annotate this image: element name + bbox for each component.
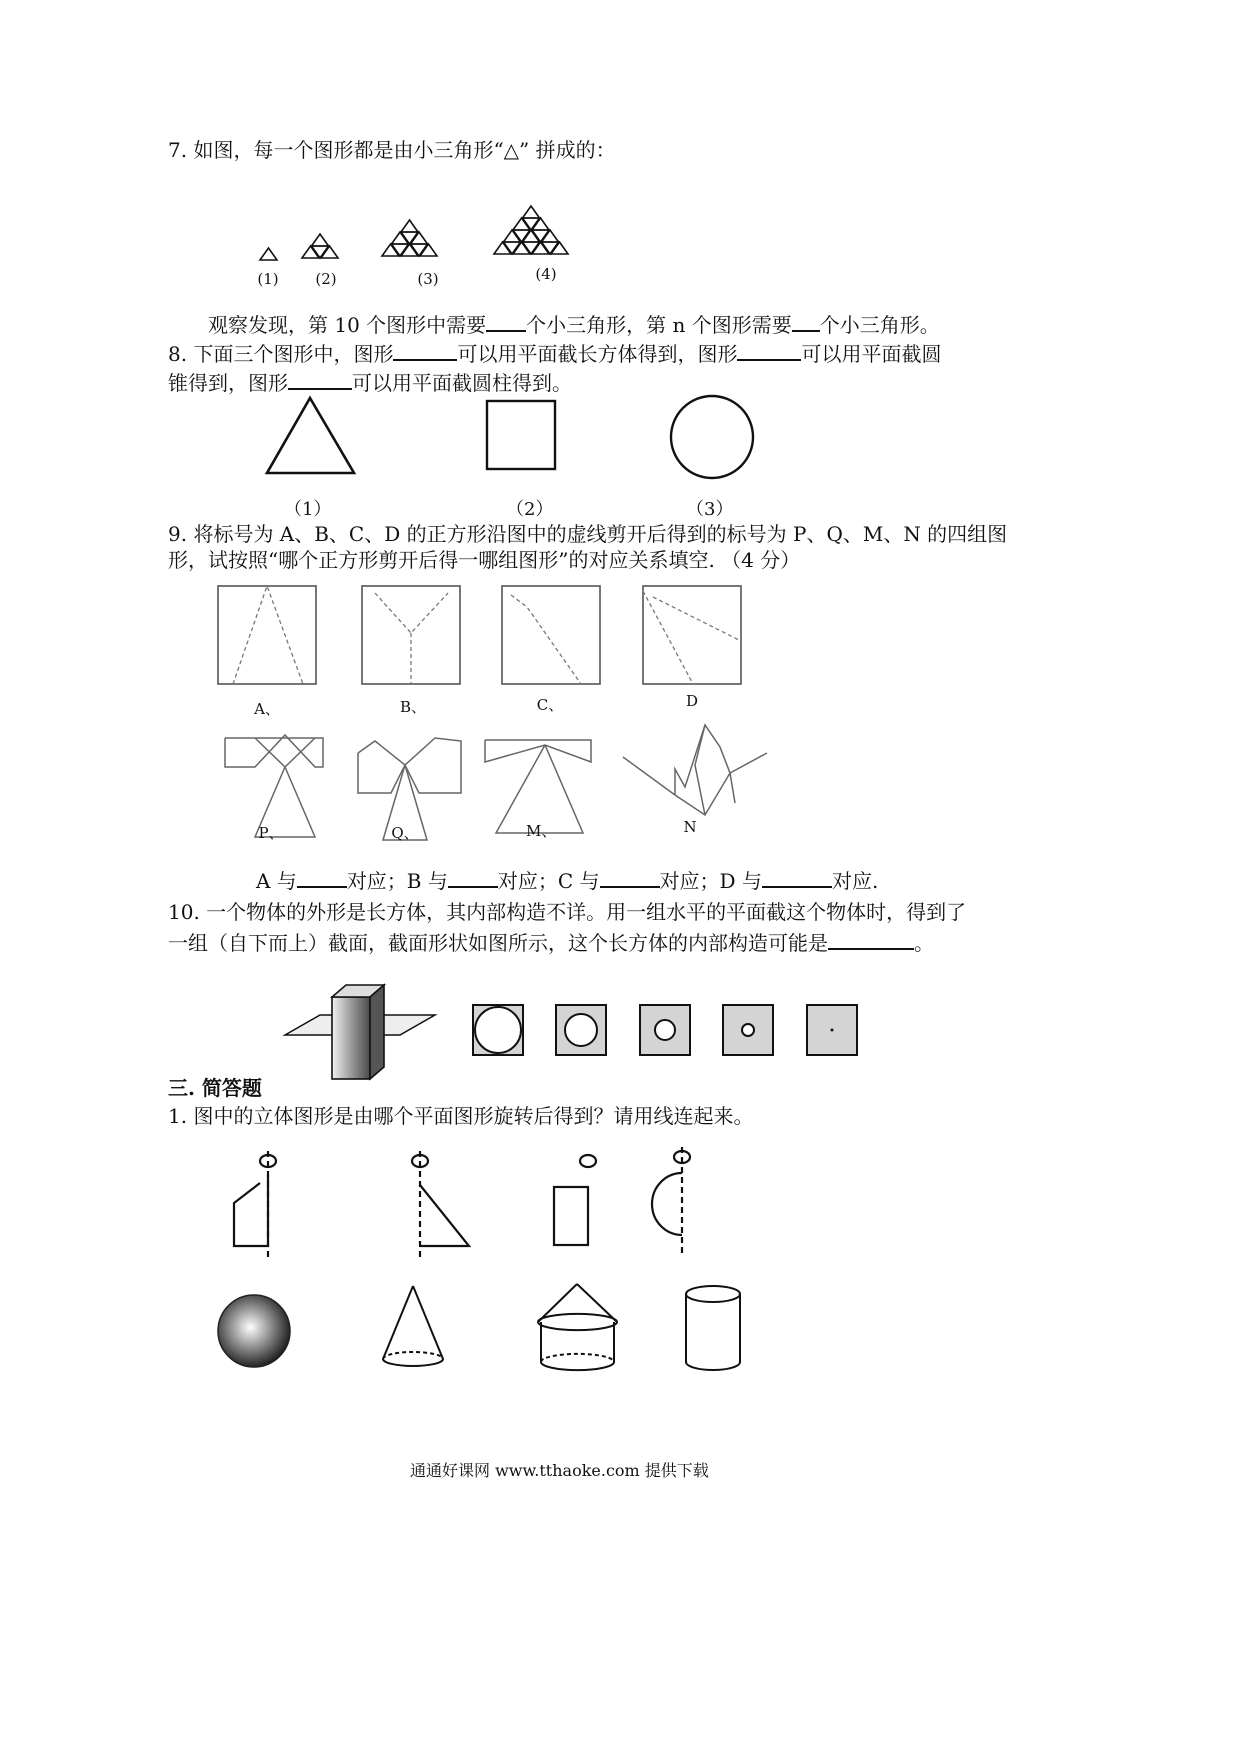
footer-text: 通通好课网 www.tthaoke.com 提供下载 — [410, 1461, 709, 1480]
q10-section-5 — [807, 1005, 857, 1055]
q7-triangle-figures — [250, 175, 630, 295]
rotation-figure-2 — [412, 1151, 469, 1257]
section3-plane-figures — [220, 1145, 720, 1260]
q9-blank-c[interactable] — [600, 868, 660, 888]
q7-figure-1 — [260, 248, 277, 260]
q7-label-3: (3) — [417, 270, 439, 288]
q9-label-p: P、 — [258, 824, 284, 842]
q8-label-1: （1） — [284, 499, 332, 520]
q8-circle — [671, 396, 753, 478]
q7-label-2: (2) — [315, 270, 337, 288]
q7-observe-line: 观察发现，第 10 个图形中需要 个小三角形，第 n 个图形需要 个小三角形。 — [208, 313, 940, 337]
q9-line1: 9. 将标号为 A、B、C、D 的正方形沿图中的虚线剪开后得到的标号为 P、Q、M、N 的四组图 — [168, 522, 1008, 546]
q9-blank-b[interactable] — [448, 868, 498, 888]
q7-label-4: (4) — [535, 265, 557, 283]
rotation-figure-1 — [234, 1151, 276, 1257]
q8-blank-1[interactable] — [393, 341, 457, 361]
q8-label-2: （2） — [506, 499, 554, 520]
q9-cut-b — [375, 593, 448, 633]
q9-label-a: A、 — [254, 700, 280, 718]
q7-text: 7. 如图，每一个图形都是由小三角形“△” 拼成的： — [168, 138, 616, 162]
q10-section-3 — [640, 1005, 690, 1055]
q7-small-triangle — [260, 248, 277, 260]
solid-cone-cylinder — [538, 1284, 617, 1370]
q9-squares — [215, 583, 755, 693]
q8-blank-3[interactable] — [288, 370, 352, 390]
q10-section-1 — [473, 1005, 523, 1055]
rotation-figure-4 — [652, 1147, 690, 1253]
section3-solids — [205, 1280, 765, 1380]
q10-blank[interactable] — [828, 930, 914, 950]
solid-sphere — [218, 1295, 290, 1367]
q10-section-2 — [556, 1005, 606, 1055]
q8-line1: 8. 下面三个图形中，图形 可以用平面截长方体得到，图形 可以用平面截圆 — [168, 342, 942, 366]
q7-small-triangle — [523, 206, 540, 218]
q10-figure — [280, 975, 870, 1085]
q9-label-m: M、 — [526, 822, 557, 840]
q9-cut-a — [233, 586, 303, 684]
q9-square-a — [218, 586, 316, 684]
q8-square — [487, 401, 555, 469]
q9-square-d — [643, 586, 741, 684]
q8-label-3: （3） — [686, 499, 734, 520]
section3-heading: 三. 简答题 — [168, 1076, 262, 1100]
q10-cuboid — [332, 985, 384, 1079]
q8-blank-2[interactable] — [737, 341, 801, 361]
q9-label-n: N — [683, 818, 697, 836]
q9-label-d: D — [685, 692, 699, 710]
q8-shapes — [260, 395, 780, 485]
q7-figure-3 — [382, 220, 437, 256]
q9-cut-c — [511, 595, 581, 684]
q9-piece-n — [623, 725, 767, 815]
q9-line2: 形，试按照“哪个正方形剪开后得一哪组图形”的对应关系填空. （4 分） — [168, 548, 801, 572]
q9-label-c: C、 — [536, 696, 564, 714]
q9-answer-line: A 与 对应；B 与 对应；C 与 对应；D 与 对应. — [256, 869, 879, 893]
q10-line1: 10. 一个物体的外形是长方体，其内部构造不详。用一组水平的平面截这个物体时，得到了 — [168, 900, 967, 924]
q9-label-q: Q、 — [391, 824, 419, 842]
rotation-figure-3 — [554, 1155, 596, 1245]
q7-figure-4 — [494, 206, 568, 254]
q9-blank-d[interactable] — [762, 868, 832, 888]
q10-line2: 一组（自下而上）截面，截面形状如图所示，这个长方体的内部构造可能是 。 — [168, 931, 934, 955]
q7-figure-2 — [302, 234, 338, 258]
q7-label-1: (1) — [257, 270, 279, 288]
q8-triangle — [267, 398, 354, 473]
q9-label-b: B、 — [399, 698, 427, 716]
q7-small-triangle — [312, 234, 329, 246]
solid-cone — [383, 1286, 443, 1366]
solid-cylinder — [686, 1286, 740, 1370]
q7-blank-2[interactable] — [792, 312, 820, 332]
q8-line2: 锥得到，图形 可以用平面截圆柱得到。 — [168, 371, 572, 395]
q9-blank-a[interactable] — [297, 868, 347, 888]
q7-blank-1[interactable] — [486, 312, 526, 332]
q7-small-triangle — [401, 220, 418, 232]
q10-section-4 — [723, 1005, 773, 1055]
section3-q1: 1. 图中的立体图形是由哪个平面图形旋转后得到？请用线连起来。 — [168, 1104, 754, 1128]
q9-square-c — [502, 586, 600, 684]
